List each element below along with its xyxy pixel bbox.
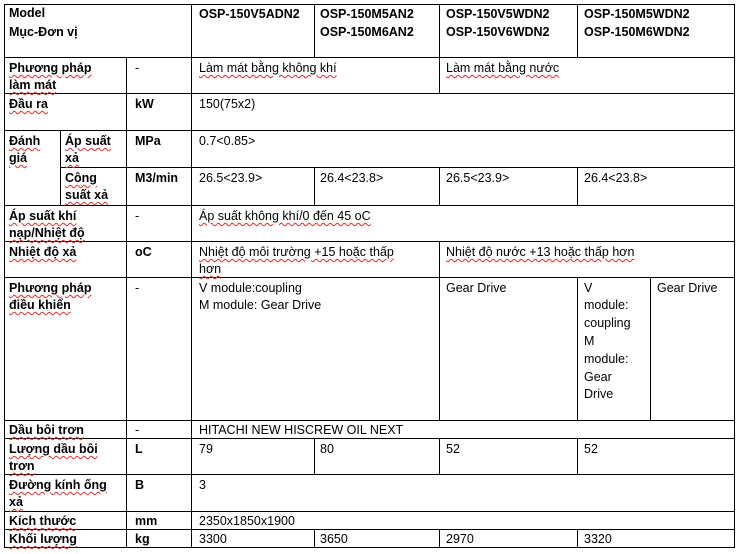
- control-col-4-line-3: coupling: [584, 316, 631, 330]
- weight-col-1: 3300: [199, 532, 227, 546]
- label-pressure-2: xả: [65, 151, 79, 165]
- unit-cooling: -: [135, 61, 140, 75]
- weight-col-4: 3320: [584, 532, 612, 546]
- label-cooling-1: Phương pháp: [9, 61, 92, 75]
- capacity-col-2: 26.4<23.8>: [320, 171, 384, 185]
- weight-col-2: 3650: [320, 532, 348, 546]
- weight-col-3: 2970: [446, 532, 474, 546]
- header-model: Model: [9, 6, 46, 20]
- control-col-4-line-2: module:: [584, 298, 629, 312]
- label-weight: Khối lượng: [9, 532, 77, 546]
- control-col-5: Gear Drive: [657, 281, 718, 295]
- header-unit: Mục-Đơn vị: [9, 25, 78, 39]
- unit-intake: -: [135, 209, 140, 223]
- oil-amount-col-3: 52: [446, 442, 460, 456]
- unit-capacity: M3/min: [135, 171, 179, 185]
- label-oil: Dầu bôi trơn: [9, 423, 84, 437]
- label-intake-2: nạp/Nhiệt độ: [9, 226, 85, 240]
- model-col-4b: OSP-150M6WDN2: [584, 25, 690, 39]
- cooling-air: Làm mát bằng không khí: [199, 61, 337, 75]
- capacity-col-3: 26.5<23.9>: [446, 171, 510, 185]
- value-pipe: 3: [199, 478, 206, 492]
- unit-oil: -: [135, 423, 140, 437]
- control-col-4-line-5: module:: [584, 352, 629, 366]
- label-pipe-1: Đường kính ống: [9, 478, 107, 492]
- label-control-1: Phương pháp: [9, 281, 92, 295]
- label-intake-1: Áp suất khí: [9, 209, 77, 223]
- unit-control: -: [135, 281, 140, 295]
- value-oil: HITACHI NEW HISCREW OIL NEXT: [199, 423, 404, 437]
- model-col-3a: OSP-150V5WDN2: [446, 7, 550, 21]
- label-capacity-1: Công: [65, 171, 97, 185]
- control-col-3: Gear Drive: [446, 281, 507, 295]
- control-col-4-line-1: V: [584, 281, 593, 295]
- label-discharge-temp: Nhiệt độ xả: [9, 245, 77, 259]
- control-col-4-line-7: Drive: [584, 387, 614, 401]
- model-col-2b: OSP-150M6AN2: [320, 25, 414, 39]
- control-col-4-line-6: Gear: [584, 370, 612, 384]
- value-output: 150(75x2): [199, 97, 256, 111]
- cooling-water: Làm mát bằng nước: [446, 61, 560, 75]
- oil-amount-col-4: 52: [584, 442, 598, 456]
- unit-pipe: B: [135, 478, 145, 492]
- unit-output: kW: [135, 97, 154, 111]
- label-rating-2: giá: [9, 151, 28, 165]
- label-oil-amount-2: trơn: [9, 459, 35, 473]
- model-col-2a: OSP-150M5AN2: [320, 7, 414, 21]
- control-air-2: M module: Gear Drive: [199, 298, 322, 312]
- discharge-temp-water: Nhiệt độ nước +13 hoặc thấp hơn: [446, 245, 635, 259]
- oil-amount-col-2: 80: [320, 442, 334, 456]
- value-intake: Áp suất không khí/0 đến 45 oC: [199, 209, 371, 223]
- label-output: Đầu ra: [9, 97, 48, 111]
- label-control-2: điều khiển: [9, 298, 71, 312]
- label-capacity-2: suất xả: [65, 188, 109, 202]
- model-col-4a: OSP-150M5WDN2: [584, 7, 690, 21]
- label-oil-amount-1: Lượng dầu bôi: [9, 442, 98, 456]
- label-size: Kích thước: [9, 514, 77, 528]
- label-pipe-2: xả: [9, 495, 23, 509]
- label-rating-1: Đánh: [9, 134, 41, 148]
- unit-discharge-temp: oC: [135, 245, 152, 259]
- unit-pressure: MPa: [135, 134, 161, 148]
- unit-weight: kg: [135, 532, 150, 546]
- control-air-1: V module:coupling: [199, 281, 302, 295]
- label-pressure-1: Áp suất: [65, 134, 111, 148]
- unit-oil-amount: L: [135, 442, 143, 456]
- value-pressure: 0.7<0.85>: [199, 134, 256, 148]
- model-col-3b: OSP-150V6WDN2: [446, 25, 550, 39]
- discharge-temp-air-2: hơn: [199, 262, 222, 276]
- control-col-4-line-4: M: [584, 334, 595, 348]
- label-cooling-2: làm mát: [9, 78, 57, 92]
- discharge-temp-air-1: Nhiệt độ môi trường +15 hoặc thấp: [199, 245, 394, 259]
- value-size: 2350x1850x1900: [199, 514, 295, 528]
- capacity-col-1: 26.5<23.9>: [199, 171, 263, 185]
- capacity-col-4: 26.4<23.8>: [584, 171, 648, 185]
- unit-size: mm: [135, 514, 158, 528]
- model-col-1: OSP-150V5ADN2: [199, 7, 300, 21]
- oil-amount-col-1: 79: [199, 442, 213, 456]
